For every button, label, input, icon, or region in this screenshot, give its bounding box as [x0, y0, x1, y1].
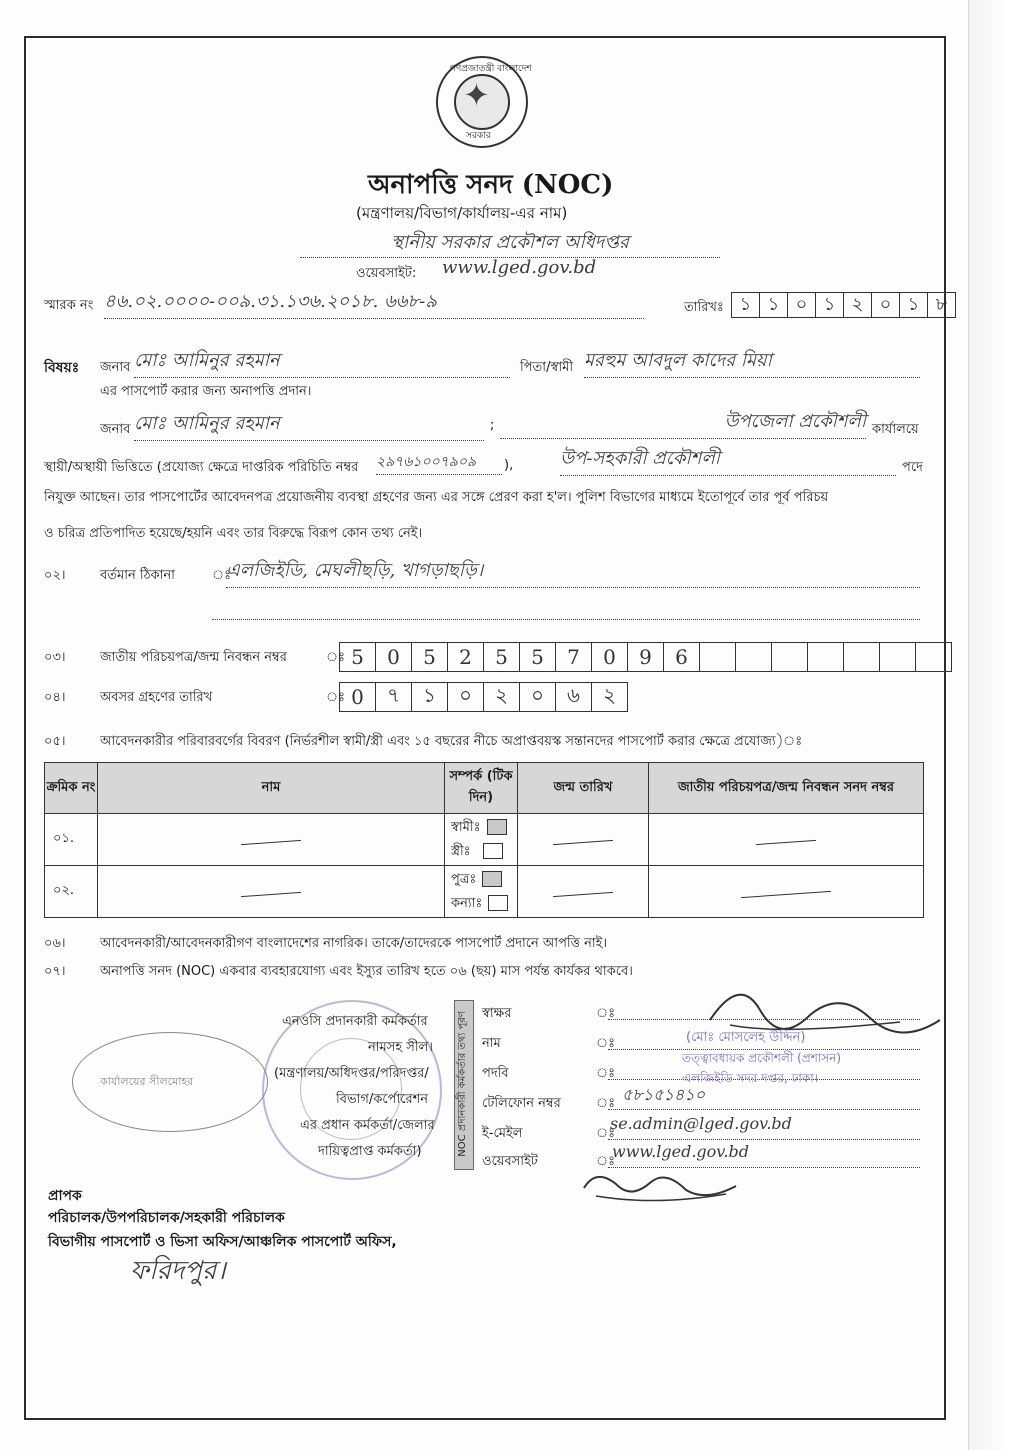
retirement-digit-box: ০	[519, 682, 556, 712]
item5-number: ০৫।	[44, 734, 66, 749]
nid-digit-box: 0	[591, 642, 628, 672]
date-digit-box: ১	[815, 292, 844, 318]
item6-text: আবেদনকারী/আবেদনকারীগণ বাংলাদেশের নাগরিক। তাকে/তাদেরকে পাসপোর্ট প্রদানে আপত্তি নাই।	[100, 936, 608, 951]
header-name: নাম	[98, 763, 445, 814]
item4-number: ০৪।	[44, 690, 66, 705]
officer-website: www.lged.gov.bd	[612, 1142, 750, 1161]
government-seal-icon: ✦	[436, 56, 528, 148]
body-line2-prefix: স্থায়ী/অস্থায়ী ভিত্তিতে (প্রযোজ্য ক্ষেত্রে দাপ্তরিক পরিচিতি নম্বর	[44, 460, 359, 475]
item4-colon: ঃ	[326, 690, 346, 705]
official-id: ২৯৭৬১০০৭৯০৯	[376, 450, 502, 475]
left-line-3: (মন্ত্রণালয়/অধিদপ্তর/পরিদপ্তর/	[274, 1066, 429, 1081]
item3-colon: ঃ	[326, 650, 346, 665]
nid-digit-box	[843, 642, 880, 672]
noc-info-strip-text: NOC প্রদানকারী কর্মকর্তার তথ্য পূরণ	[457, 1011, 468, 1157]
memo-number: ৪৬.০২.০০০০-০০৯.৩১.১৩৬.২০১৮. ৬৬৮-৯	[104, 287, 644, 319]
retirement-digit-box: ২	[483, 682, 520, 712]
family-table	[44, 762, 924, 918]
subject-label: বিষয়ঃ	[44, 360, 80, 376]
official-id-close: ),	[504, 458, 514, 473]
father-name: মরহুম আবদুল কাদের মিয়া	[584, 346, 920, 378]
body-applicant-name: মোঃ আমিনুর রহমান	[134, 409, 484, 441]
relation-husband-label: স্বামীঃ	[451, 819, 481, 835]
memo-label: স্মারক নং	[44, 298, 94, 313]
row-name-blank	[98, 814, 445, 866]
nid-digit-box: 6	[663, 642, 700, 672]
date-digit-box: ২	[843, 292, 872, 318]
row-birth-date-blank	[518, 866, 649, 918]
row-nid-blank	[649, 866, 924, 918]
date-boxes	[732, 292, 956, 318]
row-name-blank	[98, 866, 445, 918]
nid-digit-box: 5	[519, 642, 556, 672]
date-digit-box: ০	[787, 292, 816, 318]
row-birth-date-blank	[518, 814, 649, 866]
address-line-2	[212, 618, 920, 620]
retirement-digit-box: ২	[591, 682, 628, 712]
subject-tail: এর পাসপোর্ট করার জন্য অনাপত্তি প্রদান।	[100, 384, 312, 399]
colon-2: ঃ	[596, 1036, 616, 1051]
relation-daughter-label: কন্যাঃ	[451, 895, 483, 911]
label-name: নাম	[482, 1036, 501, 1051]
father-label: পিতা/স্বামী	[520, 360, 574, 375]
item6-number: ০৬।	[44, 936, 66, 951]
colon-6: ঃ	[596, 1154, 616, 1169]
label-signature: স্বাক্ষর	[482, 1006, 512, 1021]
nid-digit-box	[699, 642, 736, 672]
relation-son-label: পুত্রঃ	[451, 871, 477, 887]
designation-suffix: পদে	[902, 460, 923, 475]
left-line-6: দায়িত্বপ্রাপ্ত কর্মকর্তা)	[318, 1144, 422, 1159]
designation: উপ-সহকারী প্রকৌশলী	[560, 444, 896, 476]
label-website: ওয়েবসাইট	[482, 1154, 538, 1169]
son-checkbox[interactable]	[482, 871, 502, 887]
nid-digit-box: 2	[447, 642, 484, 672]
colon-1: ঃ	[596, 1006, 616, 1021]
date-digit-box: ০	[871, 292, 900, 318]
item3-number: ০৩।	[44, 650, 66, 665]
item7-number: ০৭।	[44, 964, 66, 979]
family-table-header	[45, 763, 924, 814]
date-digit-box: ৮	[927, 292, 956, 318]
header-birth-date: জন্ম তারিখ	[518, 763, 649, 814]
item5-label: আবেদনকারীর পরিবারবর্গের বিবরণ (নির্ভরশীল স্বামী/স্ত্রী এবং ১৫ বছরের নীচে অপ্রাপ্তবয়স্ক সন্তানদের পাসপোর্ট করার ক্ষেত্রে প্রযোজ্য)ঃ	[100, 734, 803, 749]
item2-label: বর্তমান ঠিকানা	[100, 568, 175, 583]
item2-number: ০২।	[44, 568, 66, 583]
date-label: তারিখঃ	[684, 300, 724, 315]
left-line-5: এর প্রধান কর্মকর্তা/জেলার	[300, 1118, 435, 1133]
label-phone: টেলিফোন নম্বর	[482, 1096, 561, 1111]
item3-label: জাতীয় পরিচয়পত্র/জন্ম নিবন্ধন নম্বর	[100, 650, 287, 665]
recipient-label: প্রাপক	[48, 1188, 82, 1204]
date-digit-box: ১	[899, 292, 928, 318]
colon-4: ঃ	[596, 1096, 616, 1111]
office-handwritten: উপজেলা প্রকৌশলী	[500, 407, 866, 439]
recipient-line-2: বিভাগীয় পাসপোর্ট ও ভিসা অফিস/আঞ্চলিক পাসপোর্ট অফিস,	[48, 1234, 397, 1250]
body-janab-label: জনাব	[100, 422, 131, 437]
office-suffix: কার্যালয়ে	[872, 422, 919, 437]
office-seal-label: কার্যালয়ের সীলমোহর	[100, 1075, 194, 1088]
label-email: ই-মেইল	[482, 1126, 523, 1141]
officer-phone: ৫৮১৫১৪১০	[622, 1085, 706, 1104]
left-line-2: নামসহ সীল।	[368, 1040, 433, 1055]
row-relation	[445, 814, 518, 866]
table-row	[45, 866, 924, 918]
label-designation: পদবি	[482, 1066, 509, 1081]
recipient-city: ফরিদপুর।	[130, 1256, 226, 1286]
relation-wife-label: স্ত্রীঃ	[451, 843, 471, 859]
seal-bottom-text: সরকার	[466, 131, 491, 141]
applicant-name: মোঃ আমিনুর রহমান	[134, 346, 510, 378]
header-relation: সম্পর্ক (টিক দিন)	[445, 763, 518, 814]
retirement-digit-box: ৭	[375, 682, 412, 712]
row-serial: ০২.	[45, 866, 98, 918]
officer-title-stamp: তত্ত্বাবধায়ক প্রকৌশলী (প্রশাসন)	[682, 1051, 842, 1065]
nid-digit-box	[879, 642, 916, 672]
retirement-digit-box: ৬	[555, 682, 592, 712]
date-digit-box: ১	[759, 292, 788, 318]
retirement-date-boxes	[340, 682, 628, 712]
nid-digit-box	[807, 642, 844, 672]
colon-3: ঃ	[596, 1066, 616, 1081]
item2-colon: ঃ	[212, 568, 232, 583]
office-name: স্থানীয় সরকার প্রকৌশল অধিদপ্তর	[391, 232, 629, 253]
officer-office-stamp: এলজিইডি সদর দপ্তর, ঢাকা।	[682, 1071, 819, 1085]
retirement-digit-box: ০	[447, 682, 484, 712]
left-line-4: বিভাগ/কর্পোরেশন	[336, 1092, 429, 1107]
husband-checkbox[interactable]	[487, 819, 507, 835]
present-address: এলজিইডি, মেঘলীছড়ি, খাগড়াছড়ি।	[226, 556, 920, 588]
document-subtitle: (মন্ত্রণালয়/বিভাগ/কার্যালয়-এর নাম)	[356, 204, 568, 222]
body-semicolon: ;	[490, 418, 495, 433]
header-serial: ক্রমিক নং	[45, 763, 98, 814]
subject-janab-label: জনাব	[100, 360, 131, 375]
officer-name-stamp: (মোঃ মোসলেহ উদ্দিন)	[686, 1030, 806, 1045]
nid-digit-box: 5	[339, 642, 376, 672]
initial-signature-icon	[576, 1166, 756, 1210]
item7-text: অনাপত্তি সনদ (NOC) একবার ব্যবহারযোগ্য এবং ইস্যুর তারিখ হতে ০৬ (ছয়) মাস পর্যন্ত কার্যকর থাকবে।	[100, 964, 633, 979]
table-row	[45, 814, 924, 866]
row-relation	[445, 866, 518, 918]
nid-digit-box: 7	[555, 642, 592, 672]
body-line4: ও চরিত্র প্রতিপাদিত হয়েছে/হয়নি এবং তার বিরুদ্ধে বিরূপ কোন তথ্য নেই।	[44, 526, 423, 541]
document-title: অনাপত্তি সনদ (NOC)	[368, 170, 614, 200]
header-nid: জাতীয় পরিচয়পত্র/জন্ম নিবন্ধন সনদ নম্বর	[649, 763, 924, 814]
wife-checkbox[interactable]	[483, 843, 503, 859]
nid-digit-box: 9	[627, 642, 664, 672]
website-label: ওয়েবসাইট:	[356, 266, 417, 281]
nid-digit-box	[915, 642, 952, 672]
colon-5: ঃ	[596, 1126, 616, 1141]
paper-edge	[968, 0, 1010, 1450]
item4-label: অবসর গ্রহণের তারিখ	[100, 690, 213, 705]
nid-digit-box	[771, 642, 808, 672]
nid-boxes	[340, 642, 952, 672]
nid-digit-box: 0	[375, 642, 412, 672]
nid-digit-box: 5	[411, 642, 448, 672]
daughter-checkbox[interactable]	[488, 895, 508, 911]
recipient-line-1: পরিচালক/উপপরিচালক/সহকারী পরিচালক	[48, 1210, 285, 1226]
email-line	[608, 1138, 920, 1140]
body-line3: নিযুক্ত আছেন। তার পাসপোর্টের আবেদনপত্র প্রয়োজনীয় ব্যবস্থা গ্রহণের জন্য এর সঙ্গে প্রেরণ করা হ'ল। পুলিশ বিভাগের মাধ্যমে ইতোপূর্বে তার পূর্ব পরিচয়	[44, 490, 829, 505]
website-value: www.lged.gov.bd	[442, 257, 597, 278]
officer-email: se.admin@lged.gov.bd	[610, 1114, 792, 1133]
row-nid-blank	[649, 814, 924, 866]
nid-digit-box: 5	[483, 642, 520, 672]
date-digit-box: ১	[731, 292, 760, 318]
left-line-1: এনওসি প্রদানকারী কর্মকর্তার	[282, 1014, 428, 1029]
nid-digit-box	[735, 642, 772, 672]
seal-top-text: গণপ্রজাতন্ত্রী বাংলাদেশ	[450, 64, 532, 74]
retirement-digit-box: ১	[411, 682, 448, 712]
retirement-digit-box: 0	[339, 682, 376, 712]
row-serial: ০১.	[45, 814, 98, 866]
